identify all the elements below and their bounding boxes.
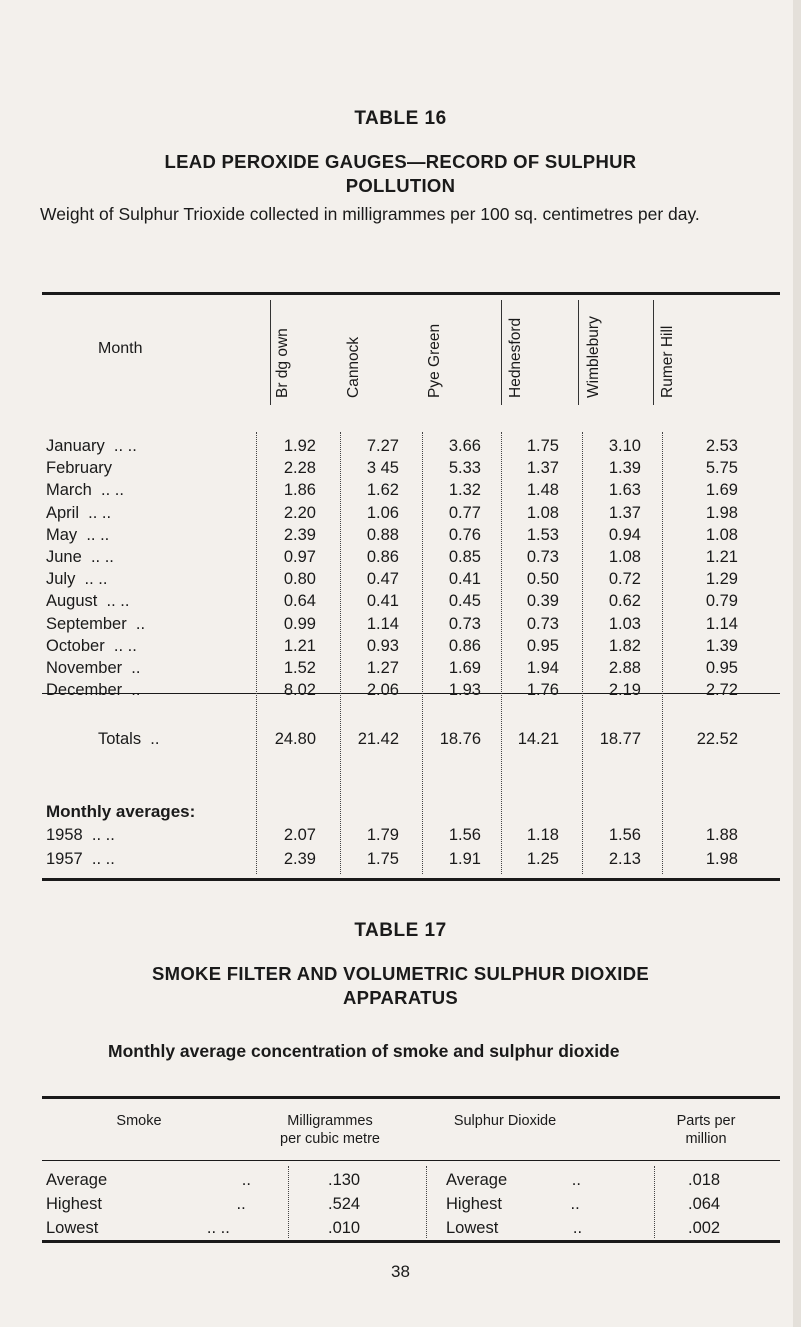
cell-value: 0.76 [448, 525, 481, 544]
so2-value: .064 [688, 1195, 721, 1213]
cell-value: 0.97 [283, 548, 316, 566]
cell-value: 0.62 [608, 592, 641, 611]
row-label: November .. [46, 659, 141, 677]
header-separator [653, 300, 654, 405]
cell-value: 0.73 [526, 614, 559, 633]
smoke-row-label: Highest .. [46, 1195, 246, 1213]
cell-value: 0.95 [526, 636, 559, 655]
average-value: 1.18 [526, 826, 559, 844]
col-header-mg-line1: Milligrammes [287, 1113, 373, 1129]
table17-subheading: Monthly average concentration of smoke and sulphur dioxide [108, 1041, 620, 1061]
cell-value: 2.88 [608, 659, 641, 677]
row-label: March .. .. [46, 481, 124, 500]
row-label: February [46, 459, 113, 478]
cell-value: 0.93 [366, 636, 399, 655]
cell-value: 1.37 [608, 503, 641, 522]
averages-label: Monthly averages: [46, 802, 196, 821]
so2-value: .018 [688, 1171, 721, 1189]
cell-value: 0.41 [366, 592, 399, 611]
table17-top-rule [42, 1096, 780, 1099]
table16-bottom-rule [42, 878, 780, 881]
cell-value: 1.69 [705, 481, 738, 500]
cell-value: 1.98 [705, 503, 738, 522]
header-separator [501, 300, 502, 405]
average-value: 1.98 [705, 850, 738, 868]
cell-value: 0.50 [526, 570, 559, 589]
cell-value: 0.77 [448, 503, 481, 522]
cell-value: 7.27 [366, 437, 399, 455]
table17-heading: SMOKE FILTER AND VOLUMETRIC SULPHUR DIOXIDE APPARATUS [152, 963, 649, 1008]
average-value: 1.56 [608, 826, 641, 844]
column-separator [340, 432, 341, 874]
cell-value: 5.75 [705, 459, 738, 478]
cell-value: 1.14 [366, 614, 399, 633]
cell-value: 0.88 [366, 525, 399, 544]
table16-description: Weight of Sulphur Trioxide collected in milligrammes per 100 sq. centimetres per day. [40, 204, 700, 224]
cell-value: 0.95 [705, 659, 738, 677]
cell-value: 1.82 [608, 636, 641, 655]
so2-value: .002 [688, 1219, 721, 1237]
cell-value: 1.21 [705, 548, 738, 566]
cell-value: 3 45 [366, 459, 399, 478]
total-value: 18.77 [599, 730, 641, 748]
col-header-pye-green: Pye Green [426, 323, 443, 398]
cell-value: 1.48 [526, 481, 559, 500]
page-edge-shadow [793, 0, 801, 1327]
cell-value: 1.76 [526, 681, 559, 700]
average-value: 1.91 [448, 850, 481, 868]
table17-title: TABLE 17 [354, 920, 447, 941]
row-label: May .. .. [46, 525, 110, 544]
row-label: September .. [46, 614, 146, 633]
average-value: 1.79 [366, 826, 399, 844]
cell-value: 0.73 [448, 614, 481, 633]
so2-row-label: Lowest .. [446, 1219, 583, 1237]
cell-value: 1.93 [448, 681, 481, 700]
cell-value: 0.80 [283, 570, 316, 589]
header-separator [578, 300, 579, 405]
cell-value: 1.06 [366, 503, 399, 522]
page-number: 38 [391, 1262, 410, 1281]
cell-value: 0.99 [283, 614, 316, 633]
column-separator [501, 432, 502, 874]
cell-value: 2.39 [283, 525, 316, 544]
column-separator [426, 1166, 427, 1238]
cell-value: 0.39 [526, 592, 559, 611]
cell-value: 2.06 [366, 681, 399, 700]
table16-heading: LEAD PEROXIDE GAUGES—RECORD OF SULPHUR POLLUTION [164, 151, 637, 196]
col-header-rumer-hill: Rumer Hill [659, 325, 676, 398]
col-header-so2: Sulphur Dioxide [453, 1113, 557, 1129]
header-separator [270, 300, 271, 405]
col-header-ppm-line2: million [685, 1131, 727, 1147]
cell-value: 0.79 [705, 592, 738, 611]
table16-top-rule [42, 292, 780, 295]
so2-row-label: Average .. [446, 1171, 581, 1189]
cell-value: 2.53 [705, 437, 738, 455]
cell-value: 2.72 [705, 681, 738, 700]
col-header-ppm [656, 1112, 756, 1148]
cell-value: 1.29 [705, 570, 738, 589]
total-value: 21.42 [357, 730, 399, 748]
cell-value: 1.52 [283, 659, 316, 677]
cell-value: 1.08 [608, 548, 641, 566]
row-label: April .. .. [46, 503, 112, 522]
cell-value: 1.14 [705, 614, 738, 633]
cell-value: 1.37 [526, 459, 559, 478]
column-separator [654, 1166, 655, 1238]
smoke-row-label: Average .. [46, 1171, 251, 1189]
col-header-bridgtown: Br dg own [274, 328, 291, 398]
cell-value: 0.85 [448, 548, 481, 566]
cell-value: 0.64 [283, 592, 316, 611]
cell-value: 1.39 [608, 459, 641, 478]
average-value: 2.39 [283, 850, 316, 868]
smoke-value: .524 [328, 1195, 361, 1213]
column-separator [662, 432, 663, 874]
average-value: 1.75 [366, 850, 399, 868]
cell-value: 0.47 [366, 570, 399, 589]
col-header-hednesford: Hednesford [507, 317, 524, 398]
cell-value: 1.53 [526, 525, 559, 544]
row-label: June .. .. [46, 548, 114, 566]
cell-value: 1.94 [526, 659, 559, 677]
average-value: 1.25 [526, 850, 559, 868]
col-header-mg-line2: per cubic metre [280, 1131, 380, 1147]
row-label: October .. .. [46, 636, 137, 655]
total-value: 24.80 [274, 730, 316, 748]
cell-value: 1.08 [705, 525, 738, 544]
cell-value: 1.75 [526, 437, 559, 455]
cell-value: 3.10 [608, 437, 641, 455]
column-separator [422, 432, 423, 874]
cell-value: 0.73 [526, 548, 559, 566]
row-label: July .. .. [46, 570, 108, 589]
average-value: 1.56 [448, 826, 481, 844]
totals-label: Totals .. [98, 730, 160, 748]
cell-value: 0.72 [608, 570, 641, 589]
cell-value: 1.03 [608, 614, 641, 633]
cell-value: 0.86 [448, 636, 481, 655]
column-separator [288, 1166, 289, 1238]
cell-value: 1.86 [283, 481, 316, 500]
col-header-smoke: Smoke [116, 1113, 162, 1129]
smoke-value: .010 [328, 1219, 361, 1237]
column-separator [582, 432, 583, 874]
cell-value: 0.94 [608, 525, 641, 544]
cell-value: 0.86 [366, 548, 399, 566]
so2-row-label: Highest .. [446, 1195, 580, 1213]
average-value: 2.13 [608, 850, 641, 868]
cell-value: 2.28 [283, 459, 316, 478]
col-header-wimblebury: Wimblebury [585, 316, 602, 398]
total-value: 22.52 [696, 730, 738, 748]
cell-value: 1.39 [705, 636, 738, 655]
row-label: January .. .. [46, 437, 137, 455]
cell-value: 3.66 [448, 437, 481, 455]
total-value: 18.76 [439, 730, 481, 748]
smoke-row-label: Lowest .. .. [46, 1219, 230, 1237]
cell-value: 5.33 [448, 459, 481, 478]
cell-value: 1.08 [526, 503, 559, 522]
average-value: 2.07 [283, 826, 316, 844]
average-value: 1.88 [705, 826, 738, 844]
cell-value: 8.02 [283, 681, 316, 700]
cell-value: 1.92 [283, 437, 316, 455]
cell-value: 1.27 [366, 659, 399, 677]
cell-value: 1.21 [283, 636, 316, 655]
row-label: August .. .. [46, 592, 130, 611]
cell-value: 0.45 [448, 592, 481, 611]
smoke-value: .130 [328, 1171, 361, 1189]
cell-value: 1.63 [608, 481, 641, 500]
col-header-cannock: Cannock [345, 336, 362, 398]
total-value: 14.21 [517, 730, 559, 748]
cell-value: 2.19 [608, 681, 641, 700]
row-label: 1958 .. .. [46, 826, 115, 844]
table17-bottom-rule [42, 1240, 780, 1243]
cell-value: 1.32 [448, 481, 481, 500]
column-separator [256, 432, 257, 874]
table16-title: TABLE 16 [354, 108, 447, 129]
row-label: December .. [46, 681, 141, 700]
col-header-ppm-line1: Parts per [676, 1113, 736, 1129]
cell-value: 2.20 [283, 503, 316, 522]
cell-value: 0.41 [448, 570, 481, 589]
cell-value: 1.62 [366, 481, 399, 500]
col-header-mg [260, 1112, 400, 1148]
month-header: Month [98, 340, 143, 357]
table17-header-rule [42, 1160, 780, 1161]
row-label: 1957 .. .. [46, 850, 115, 868]
cell-value: 1.69 [448, 659, 481, 677]
